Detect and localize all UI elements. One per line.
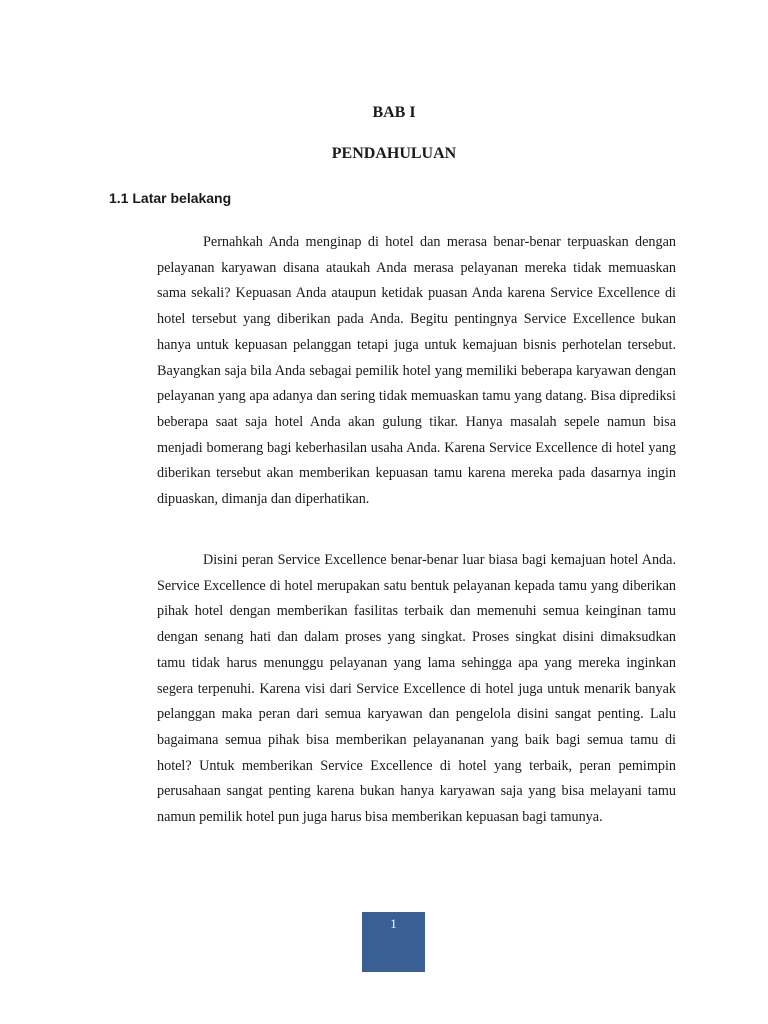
page-number: 1 [362, 912, 425, 972]
paragraph-1: Pernahkah Anda menginap di hotel dan merasa benar-benar terpuaskan dengan pelayanan karyawan disana ataukah Anda merasa pelayanan mereka tidak memuaskan sama sekali? Kepuasan Anda ataupun ketidak puasan Anda karena Service Excellence di hotel tersebut yang diberikan pada Anda. Begitu pentingnya Service Excellence bukan hanya untuk kepuasan pelanggan tetapi juga untuk kemajuan bisnis perhotelan tersebut. Bayangkan saja bila Anda sebagai pemilik hotel yang memiliki beberapa karyawan dengan pelayanan yang apa adanya dan sering tidak memuaskan tamu yang datang. Bisa diprediksi beberapa saat saja hotel Anda akan gulung tikar. Hanya masalah sepele namun bisa menjadi bomerang bagi keberhasilan usaha Anda. Karena Service Excellence di hotel yang diberikan tersebut akan memberikan kepuasan tamu karena mereka pada dasarnya ingin dipuaskan, dimanja dan diperhatikan. [157, 234, 676, 508]
chapter-title: PENDAHULUAN [331, 145, 457, 162]
section-heading: 1.1 Latar belakang [109, 190, 232, 206]
paragraph-2: Disini peran Service Excellence benar-benar luar biasa bagi kemajuan hotel Anda. Service Excellence di hotel merupakan satu bentuk pelayanan kepada tamu yang diberikan pihak hotel dengan memberikan fasilitas terbaik dan memenuhi semua keinginan tamu dengan senang hati dan dalam proses yang singkat. Proses singkat disini dimaksudkan tamu tidak harus menunggu pelayanan yang lama sehingga apa yang mereka inginkan segera terpenuhi. Karena visi dari Service Excellence di hotel juga untuk menarik banyak pelanggan maka peran dari semua karyawan dan pengelola disini sangat penting. Lalu bagaimana semua pihak bisa memberikan pelayananan yang baik bagi semua tamu di hotel? Untuk memberikan Service Excellence di hotel yang terbaik, peran pemimpin perusahaan sangat penting karena bukan hanya karyawan saja yang bisa melayani tamu namun pemilik hotel pun juga harus bisa memberikan kepuasan bagi tamunya. [157, 552, 676, 826]
chapter-number: BAB I [372, 104, 416, 121]
